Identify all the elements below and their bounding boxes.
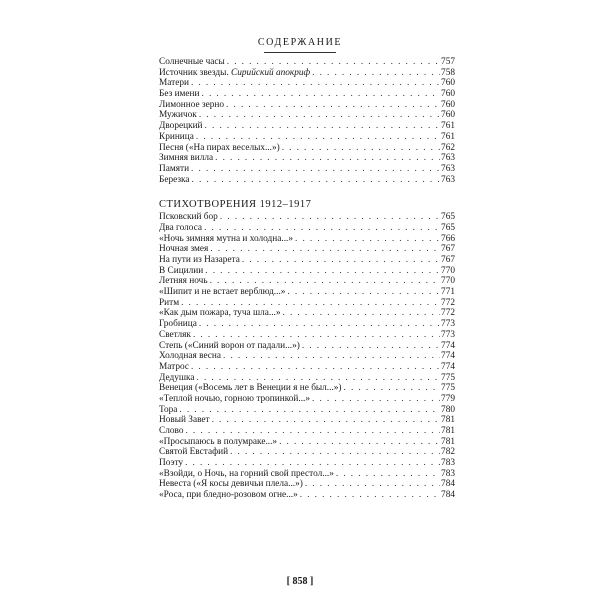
toc-entry-page-number: 770	[441, 265, 455, 276]
dot-leader	[205, 266, 440, 277]
toc-entry	[159, 447, 455, 458]
toc-entry-page-number: 783	[441, 458, 455, 469]
toc-entry-title	[159, 276, 208, 287]
table-of-contents	[159, 57, 455, 501]
toc-entry-title	[159, 212, 218, 223]
dot-leader	[287, 287, 440, 298]
toc-entry-title	[159, 110, 197, 121]
toc-entry-page-number: 765	[441, 222, 455, 233]
dot-leader	[282, 143, 440, 154]
toc-entry-title	[159, 405, 177, 416]
dot-leader	[227, 57, 440, 68]
toc-entry-title-text: «Роса, при бледно-розовом огне...»	[159, 490, 298, 501]
toc-entry-page-number: 779	[441, 393, 455, 404]
toc-entry-title	[159, 308, 281, 319]
dot-leader	[210, 276, 440, 287]
dot-leader	[223, 351, 440, 362]
dot-leader	[300, 490, 440, 501]
dot-leader	[202, 89, 441, 100]
dot-leader	[242, 255, 440, 266]
toc-entry	[159, 234, 455, 245]
toc-entry-page-number: 782	[441, 447, 455, 458]
toc-entry-title	[159, 132, 194, 143]
dot-leader	[193, 330, 440, 341]
toc-entry-page-number: 773	[441, 329, 455, 340]
toc-entry	[159, 490, 455, 501]
dot-leader	[305, 479, 440, 490]
toc-entry	[159, 287, 455, 298]
toc-entry	[159, 212, 455, 223]
toc-entry-page-number: 763	[441, 163, 455, 174]
toc-entry	[159, 479, 455, 490]
toc-entry	[159, 341, 455, 352]
toc-entry-page-number: 760	[441, 110, 455, 121]
toc-entry-page-number: 763	[441, 174, 455, 185]
toc-entry-title	[159, 373, 195, 384]
toc-entry	[159, 276, 455, 287]
toc-entry-title-text: Два голоса	[159, 222, 203, 233]
dot-leader	[204, 223, 440, 234]
toc-entry	[159, 175, 455, 186]
toc-entry	[159, 78, 455, 89]
toc-entry-title	[159, 153, 213, 164]
toc-entry-page-number: 775	[441, 383, 455, 394]
toc-entry-page-number: 775	[441, 372, 455, 383]
toc-entry-title	[159, 341, 300, 352]
toc-entry-page-number: 780	[441, 404, 455, 415]
toc-entry	[159, 319, 455, 330]
toc-entry-page-number: 766	[441, 233, 455, 244]
toc-entry	[159, 89, 455, 100]
toc-entry-page-number: 774	[441, 361, 455, 372]
toc-entry-page-number: 781	[441, 415, 455, 426]
toc-entry-title	[159, 330, 191, 341]
toc-entry	[159, 394, 455, 405]
toc-entry	[159, 110, 455, 121]
toc-entry-title	[159, 298, 179, 309]
dot-leader	[302, 341, 440, 352]
toc-entry-title-text: Гробница	[159, 319, 197, 330]
toc-entry-title-text: Матери	[159, 78, 189, 89]
toc-entry-title-text: Псковский бор	[159, 212, 218, 223]
toc-entry-title	[159, 319, 197, 330]
toc-entry-title-text: Матрос	[159, 361, 189, 372]
toc-entry-title	[159, 362, 189, 373]
toc-entry-title-text: «Как дым пожара, туча шла...»	[159, 308, 281, 319]
dot-leader	[279, 437, 440, 448]
dot-leader	[312, 394, 440, 405]
toc-entry-title-text: Солнечные часы	[159, 57, 225, 67]
toc-entry-page-number: 783	[441, 468, 455, 479]
dot-leader	[192, 175, 441, 186]
toc-entry-title-text: Мужичок	[159, 110, 197, 121]
toc-entry	[159, 298, 455, 309]
toc-entry-title	[159, 426, 183, 437]
toc-entry-title	[159, 351, 221, 362]
dot-leader	[210, 244, 440, 255]
toc-entry-title	[159, 479, 303, 490]
dot-leader	[191, 164, 440, 175]
dot-leader	[196, 132, 440, 143]
dot-leader	[283, 308, 441, 319]
toc-entry-page-number: 760	[441, 89, 455, 100]
dot-leader	[295, 234, 440, 245]
toc-entry-page-number: 784	[441, 490, 455, 501]
dot-leader	[215, 153, 440, 164]
toc-entry-title-text: Степь («Синий ворон от падали...»)	[159, 340, 300, 351]
toc-entry-page-number: 781	[441, 426, 455, 436]
toc-entry	[159, 100, 455, 111]
toc-entry-page-number: 761	[441, 131, 455, 142]
toc-entry-title-text: Новый Завет	[159, 415, 210, 426]
dot-leader	[185, 458, 440, 469]
dot-leader	[336, 469, 440, 480]
toc-entry-page-number: 774	[441, 351, 455, 362]
toc-entry-title-text: Ночная змея	[159, 244, 209, 255]
toc-entry-title-text: Зимняя вилла	[159, 153, 214, 164]
dot-leader	[179, 405, 440, 416]
toc-entry-page-number: 763	[441, 153, 455, 164]
toc-entry-title	[159, 121, 203, 132]
toc-entry-title-text: Святой Евстафий	[159, 447, 229, 458]
toc-entry	[159, 244, 455, 255]
toc-entry-title	[159, 223, 202, 234]
dot-leader	[226, 100, 440, 111]
toc-entry-page-number: 772	[441, 297, 455, 308]
toc-entry	[159, 143, 455, 154]
toc-entry-title-text: Песня («На пирах веселых...»)	[159, 142, 280, 153]
toc-entry-page-number: 773	[441, 319, 455, 330]
toc-entry-page-number: 772	[441, 308, 455, 319]
dot-leader	[205, 121, 441, 132]
dot-leader	[199, 319, 440, 330]
dot-leader	[197, 373, 441, 384]
toc-entry-title	[159, 255, 240, 266]
toc-entry-title-text: Памяти	[159, 163, 190, 174]
toc-entry	[159, 469, 455, 480]
section-heading: СТИХОТВОРЕНИЯ 1912–1917	[159, 199, 312, 211]
dot-leader	[199, 110, 440, 121]
toc-entry-title	[159, 78, 189, 89]
toc-entry-title-text: «Просыпаюсь в полумраке...»	[159, 436, 278, 447]
toc-entry-title	[159, 287, 285, 298]
toc-entry-title	[159, 383, 342, 394]
toc-entry-title-text: В Сицилии	[159, 265, 204, 276]
toc-entry-title	[159, 234, 293, 245]
toc-entry-title	[159, 437, 277, 448]
toc-entry-title-text: Холодная весна	[159, 351, 222, 362]
toc-entry	[159, 68, 455, 79]
running-header: СОДЕРЖАНИЕ	[257, 37, 343, 48]
toc-entry-title-text: Тора	[159, 404, 178, 415]
toc-entry	[159, 405, 455, 416]
toc-entry-title-text: Венеция («Восемь лет в Венеции я не был...»)	[159, 383, 342, 394]
toc-entry-title-text: Дедушка	[159, 372, 195, 383]
toc-entry	[159, 153, 455, 164]
toc-entry-title-text: «Взойди, о Ночь, на горний свой престол...»	[159, 468, 334, 479]
toc-entry-title-text: Невеста («Я косы девичьи плела...»)	[159, 479, 303, 490]
toc-entry-page-number: 770	[441, 276, 455, 287]
toc-entry-title	[159, 244, 208, 255]
toc-entry-title	[159, 100, 224, 111]
dot-leader	[220, 212, 440, 223]
toc-entry-page-number: 758	[441, 67, 455, 78]
toc-entry	[159, 426, 455, 437]
dot-leader	[312, 68, 440, 79]
toc-entry	[159, 415, 455, 426]
toc-entry-title-text: Светляк	[159, 329, 191, 340]
dot-leader	[212, 415, 440, 426]
toc-group-1	[159, 57, 455, 185]
dot-leader	[191, 78, 440, 89]
toc-entry-title-text: «Ночь зимняя мутна и холодна...»	[159, 233, 294, 244]
toc-entry	[159, 164, 455, 175]
toc-entry	[159, 351, 455, 362]
toc-entry-title	[159, 57, 225, 68]
section-gap	[159, 185, 455, 198]
toc-entry-title-text: Без имени	[159, 89, 200, 100]
toc-entry-title-text: «Шипит и не встает верблюд...»	[159, 287, 286, 298]
toc-entry-title-text: Источник звезды.	[159, 67, 229, 78]
toc-entry-title	[159, 394, 310, 405]
toc-entry-title	[159, 447, 228, 458]
toc-entry-title-text: Поэту	[159, 458, 184, 469]
toc-entry-page-number: 760	[441, 99, 455, 110]
toc-entry-title	[159, 164, 189, 175]
toc-entry-page-number: 771	[441, 287, 455, 298]
toc-entry-title-text: На пути из Назарета	[159, 255, 240, 265]
toc-entry-title-text: Березка	[159, 174, 190, 185]
toc-entry	[159, 223, 455, 234]
toc-entry-page-number: 757	[441, 57, 455, 67]
toc-entry-subtitle: Сирийский апокриф	[231, 67, 311, 78]
toc-entry	[159, 255, 455, 266]
toc-entry	[159, 121, 455, 132]
toc-entry-title	[159, 266, 203, 277]
toc-entry-title	[159, 143, 280, 154]
toc-entry-page-number: 784	[441, 479, 455, 490]
toc-entry-title-text: Ритм	[159, 297, 180, 308]
toc-entry-title	[159, 415, 210, 426]
toc-entry-title-text: «Теплой ночью, горною тропинкой...»	[159, 393, 311, 404]
dot-leader	[185, 426, 440, 437]
toc-entry-page-number: 774	[441, 340, 455, 351]
toc-entry-page-number: 767	[441, 244, 455, 255]
toc-entry	[159, 330, 455, 341]
toc-entry-page-number: 781	[441, 436, 455, 447]
dot-leader	[344, 383, 441, 394]
toc-entry-title-text: Летняя ночь	[159, 276, 208, 287]
toc-entry-page-number: 767	[441, 255, 455, 265]
toc-entry-title	[159, 68, 310, 79]
dot-leader	[191, 362, 440, 373]
toc-entry	[159, 437, 455, 448]
toc-entry-title	[159, 89, 200, 100]
toc-entry-page-number: 762	[441, 142, 455, 153]
toc-entry-title	[159, 175, 190, 186]
toc-entry	[159, 458, 455, 469]
toc-entry-title-text: Слово	[159, 426, 184, 436]
toc-entry	[159, 132, 455, 143]
toc-entry	[159, 383, 455, 394]
toc-entry-page-number: 765	[441, 212, 455, 223]
toc-entry-page-number: 761	[441, 121, 455, 132]
page-number-footer: [ 858 ]	[286, 576, 314, 587]
toc-entry-title-text: Лимонное зерно	[159, 99, 225, 110]
toc-entry-title-text: Криница	[159, 131, 194, 142]
toc-entry	[159, 308, 455, 319]
toc-entry-title	[159, 469, 334, 480]
toc-entry	[159, 266, 455, 277]
toc-entry-page-number: 760	[441, 78, 455, 89]
toc-entry-title	[159, 458, 183, 469]
header-rule	[264, 52, 336, 53]
toc-group-2	[159, 212, 455, 501]
dot-leader	[230, 447, 440, 458]
toc-entry-title-text: Дворецкий	[159, 121, 203, 132]
toc-entry	[159, 362, 455, 373]
toc-entry	[159, 373, 455, 384]
dot-leader	[181, 298, 440, 309]
toc-entry	[159, 57, 455, 68]
toc-entry-title	[159, 490, 298, 501]
